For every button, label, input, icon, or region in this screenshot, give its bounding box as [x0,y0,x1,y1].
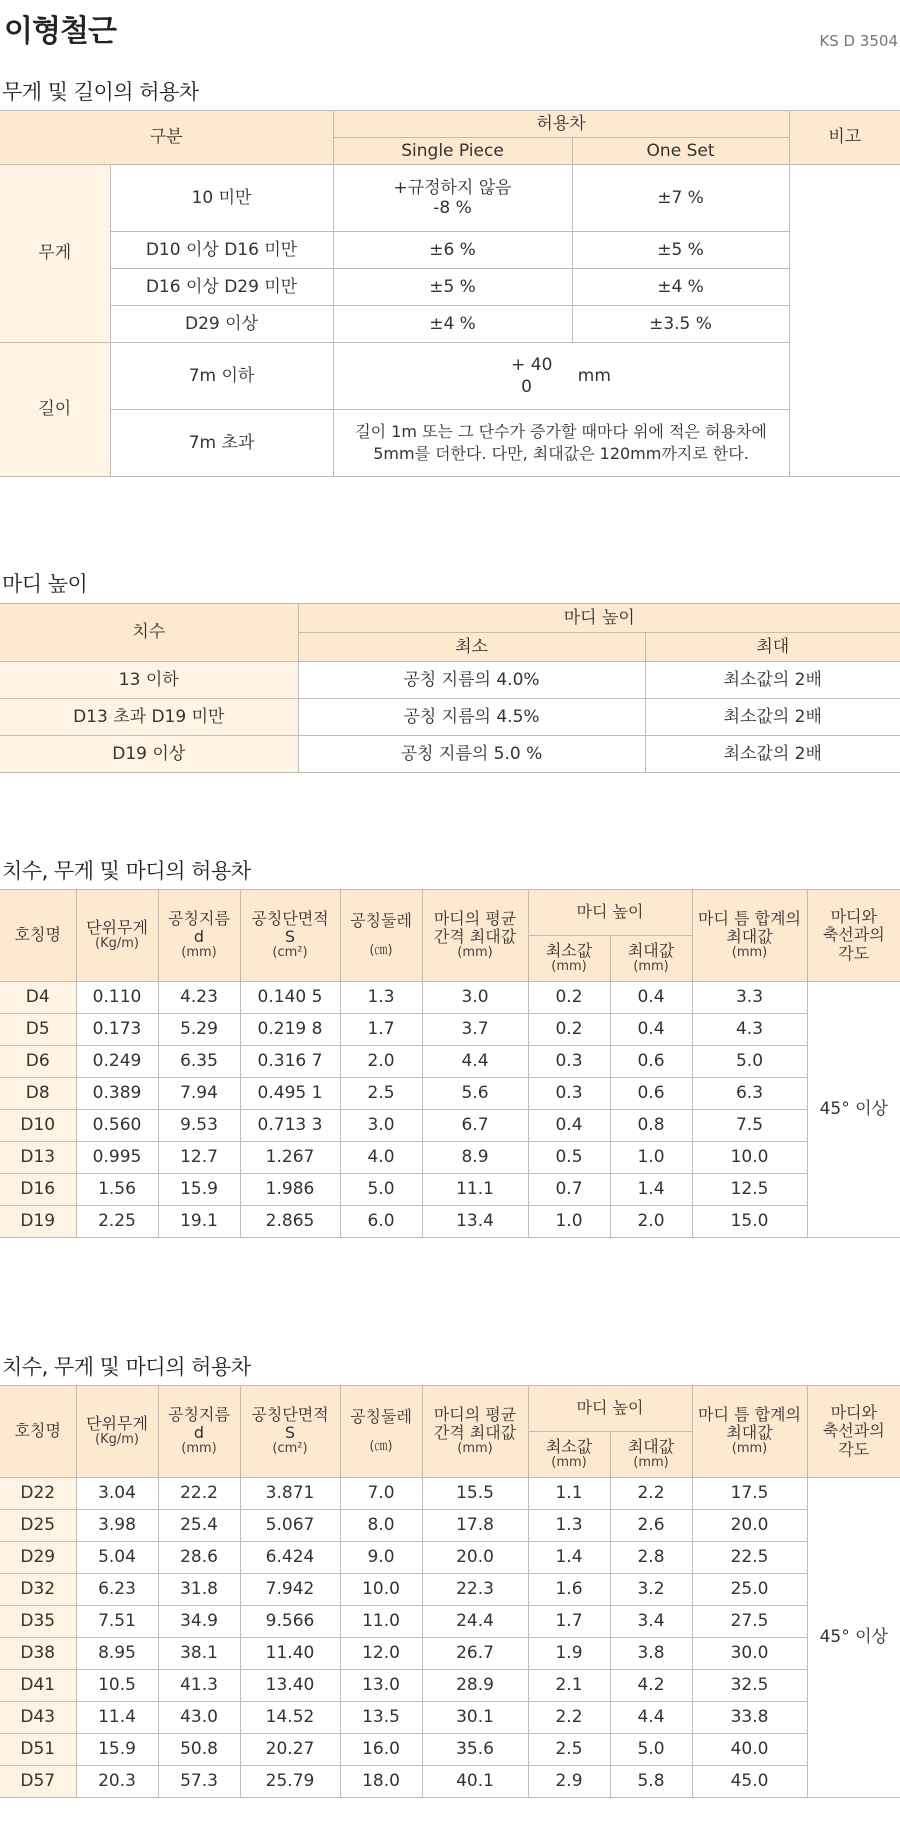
cell-weight: 0.249 [76,1046,158,1078]
header-text: (mm) [731,1441,768,1457]
header-text: 마디 높이 [576,1398,644,1418]
cell-spacing: 22.3 [422,1574,528,1606]
cell-hmax: 1.4 [610,1174,692,1206]
cell-spacing: 11.1 [422,1174,528,1206]
header-text: 공칭단면적 [251,1404,329,1424]
header-text: 축선과의 [822,925,885,945]
cell-name: D10 [0,1110,76,1142]
cell-gap: 22.5 [692,1542,807,1574]
header-text: (mm) [551,1455,587,1471]
header-text: 공칭단면적 [251,908,329,928]
cell-diameter: 12.7 [158,1142,240,1174]
cell-gap: 32.5 [692,1670,807,1702]
cell-hmax: 2.0 [610,1206,692,1238]
page-title: 이형철근 [4,14,116,49]
cell-perimeter: 6.0 [340,1206,422,1238]
cell-hmax: 0.8 [610,1110,692,1142]
cell-perimeter: 10.0 [340,1574,422,1606]
weight-oneset: ±5 % [572,232,789,269]
header-perimeter [340,890,422,982]
cell-diameter: 19.1 [158,1206,240,1238]
cell-hmax: 5.0 [610,1734,692,1766]
weight-oneset: ±3.5 % [572,306,789,343]
cell-spacing: 15.5 [422,1478,528,1510]
header-tolerance: 허용차 [333,111,789,138]
cell-diameter: 28.6 [158,1542,240,1574]
header-rib-min [528,1432,610,1478]
cell-area: 20.27 [240,1734,340,1766]
cell-spacing: 35.6 [422,1734,528,1766]
cell-gap: 40.0 [692,1734,807,1766]
rib-height-table [0,603,900,773]
header-text: 마디와 [830,1402,877,1422]
header-perimeter [340,1386,422,1478]
cell-spacing: 24.4 [422,1606,528,1638]
cell-spacing: 8.9 [422,1142,528,1174]
cell-name: D25 [0,1510,76,1542]
header-size: 치수 [0,604,298,662]
cell-name: D4 [0,982,76,1014]
cell-diameter: 31.8 [158,1574,240,1606]
header-text: (mm) [633,959,669,975]
cell-perimeter: 11.0 [340,1606,422,1638]
weight-size: D10 이상 D16 미만 [110,232,333,269]
cell-name: D13 [0,1142,76,1174]
cell-weight: 11.4 [76,1702,158,1734]
cell-gap: 25.0 [692,1574,807,1606]
header-text: 공칭둘레 [350,1406,412,1426]
cell-name: D16 [0,1174,76,1206]
cell-perimeter: 12.0 [340,1638,422,1670]
cell-hmin: 1.1 [528,1478,610,1510]
header-rib-spacing [422,1386,528,1478]
cell-gap: 17.5 [692,1478,807,1510]
rib-min: 공칭 지름의 5.0 % [298,736,645,773]
cell-weight: 5.04 [76,1542,158,1574]
cell-hmax: 2.6 [610,1510,692,1542]
cell-gap: 27.5 [692,1606,807,1638]
standard-code: KS D 3504 [819,32,898,50]
header-text: (mm) [551,959,587,975]
cell-diameter: 43.0 [158,1702,240,1734]
cell-perimeter: 5.0 [340,1174,422,1206]
weight-size: D16 이상 D29 미만 [110,269,333,306]
cell-weight: 2.25 [76,1206,158,1238]
section-title-dimensions-1: 치수, 무게 및 마디의 허용차 [2,859,251,883]
length-label: 길이 [0,343,110,477]
header-text: (Kg/m) [95,936,139,952]
header-name [0,890,76,982]
header-rib-max [610,1432,692,1478]
header-text: (mm) [731,945,768,961]
cell-hmin: 2.2 [528,1702,610,1734]
cell-hmax: 0.4 [610,982,692,1014]
weight-label: 무게 [0,165,110,343]
cell-spacing: 26.7 [422,1638,528,1670]
cell-gap: 7.5 [692,1110,807,1142]
cell-weight: 0.389 [76,1078,158,1110]
header-min: 최소 [298,633,645,662]
cell-hmax: 0.6 [610,1046,692,1078]
cell-spacing: 4.4 [422,1046,528,1078]
cell-spacing: 3.7 [422,1014,528,1046]
header-text: (mm) [633,1455,669,1471]
cell-hmax: 3.2 [610,1574,692,1606]
cell-spacing: 40.1 [422,1766,528,1798]
cell-hmax: 3.4 [610,1606,692,1638]
cell-gap: 4.3 [692,1014,807,1046]
header-text: 공칭지름 [168,1404,230,1424]
cell-area: 0.713 3 [240,1110,340,1142]
header-max: 최대 [645,633,900,662]
cell-area: 0.140 5 [240,982,340,1014]
note-cell [789,165,900,477]
length-size: 7m 초과 [110,410,333,477]
rib-max: 최소값의 2배 [645,736,900,773]
cell-gap: 3.3 [692,982,807,1014]
cell-weight: 0.173 [76,1014,158,1046]
cell-perimeter: 16.0 [340,1734,422,1766]
length-desc-line2: 5mm를 더한다. 다만, 최대값은 120mm까지로 한다. [373,444,749,463]
header-area [240,1386,340,1478]
cell-name: D29 [0,1542,76,1574]
weight-single-line2: -8 % [433,198,472,218]
header-text: (mm) [457,945,493,961]
header-unit-weight [76,1386,158,1478]
rib-max: 최소값의 2배 [645,699,900,736]
header-unit-weight [76,890,158,982]
cell-spacing: 30.1 [422,1702,528,1734]
header-rib-angle [807,1386,900,1478]
section-title-dimensions-2: 치수, 무게 및 마디의 허용차 [2,1355,251,1379]
length-tolerance [333,343,789,410]
header-text: 최소값 [545,940,593,960]
header-rib-spacing [422,890,528,982]
header-rib-height [528,1386,692,1432]
section-title-rib-height: 마디 높이 [2,572,88,596]
weight-single [333,165,572,232]
header-text: 축선과의 [822,1421,885,1441]
header-text: d [193,1423,205,1443]
header-text: 간격 최대값 [433,927,517,947]
header-rib-gap [692,1386,807,1478]
header-text: 간격 최대값 [433,1423,517,1443]
cell-hmin: 0.3 [528,1046,610,1078]
cell-area: 3.871 [240,1478,340,1510]
cell-hmax: 0.6 [610,1078,692,1110]
header-text: (㎝) [369,1439,393,1455]
cell-diameter: 15.9 [158,1174,240,1206]
cell-perimeter: 8.0 [340,1510,422,1542]
rib-min: 공칭 지름의 4.5% [298,699,645,736]
cell-name: D22 [0,1478,76,1510]
header-text: 마디 틈 합계의 [698,908,801,928]
cell-weight: 1.56 [76,1174,158,1206]
header-rib-min [528,936,610,982]
cell-hmin: 1.4 [528,1542,610,1574]
header-text: 공칭지름 [168,908,230,928]
header-text: 마디 틈 합계의 [698,1404,801,1424]
weight-length-tolerance-table [0,110,900,477]
cell-diameter: 50.8 [158,1734,240,1766]
cell-hmax: 5.8 [610,1766,692,1798]
cell-area: 11.40 [240,1638,340,1670]
header-text: (mm) [457,1441,493,1457]
cell-area: 25.79 [240,1766,340,1798]
cell-spacing: 17.8 [422,1510,528,1542]
cell-hmax: 2.8 [610,1542,692,1574]
cell-area: 0.316 7 [240,1046,340,1078]
cell-name: D6 [0,1046,76,1078]
cell-area: 2.865 [240,1206,340,1238]
cell-hmin: 1.0 [528,1206,610,1238]
cell-hmax: 1.0 [610,1142,692,1174]
cell-hmin: 0.3 [528,1078,610,1110]
header-text: 각도 [838,1439,870,1459]
header-category: 구분 [0,111,333,165]
cell-name: D43 [0,1702,76,1734]
header-text: d [193,927,205,947]
header-text: 최대값 [627,940,675,960]
cell-hmin: 1.9 [528,1638,610,1670]
cell-perimeter: 1.7 [340,1014,422,1046]
cell-spacing: 3.0 [422,982,528,1014]
header-text: 호칭명 [14,1421,61,1441]
header-text: 마디의 평균 [433,908,517,928]
cell-weight: 3.04 [76,1478,158,1510]
cell-diameter: 9.53 [158,1110,240,1142]
cell-hmax: 2.2 [610,1478,692,1510]
header-text: 마디 높이 [576,902,644,922]
header-text: S [284,927,296,947]
cell-name: D57 [0,1766,76,1798]
cell-hmin: 0.4 [528,1110,610,1142]
weight-oneset: ±4 % [572,269,789,306]
cell-perimeter: 1.3 [340,982,422,1014]
cell-hmax: 3.8 [610,1638,692,1670]
weight-single: ±6 % [333,232,572,269]
cell-diameter: 57.3 [158,1766,240,1798]
cell-weight: 0.995 [76,1142,158,1174]
cell-area: 0.219 8 [240,1014,340,1046]
header-text: 호칭명 [14,925,61,945]
header-text: 마디의 평균 [433,1404,517,1424]
cell-name: D41 [0,1670,76,1702]
header-rib-gap [692,890,807,982]
header-text: (Kg/m) [95,1432,139,1448]
cell-angle: 45° 이상 [807,982,900,1238]
cell-area: 5.067 [240,1510,340,1542]
cell-name: D51 [0,1734,76,1766]
cell-hmin: 2.5 [528,1734,610,1766]
weight-size: 10 미만 [110,165,333,232]
header-text: 공칭둘레 [350,910,412,930]
length-size: 7m 이하 [110,343,333,410]
header-text: 최대값 [627,1436,675,1456]
cell-perimeter: 18.0 [340,1766,422,1798]
cell-weight: 0.110 [76,982,158,1014]
cell-name: D5 [0,1014,76,1046]
cell-diameter: 22.2 [158,1478,240,1510]
cell-gap: 30.0 [692,1638,807,1670]
header-rib-angle [807,890,900,982]
weight-size: D29 이상 [110,306,333,343]
cell-hmin: 1.3 [528,1510,610,1542]
cell-perimeter: 7.0 [340,1478,422,1510]
header-diameter [158,890,240,982]
cell-weight: 15.9 [76,1734,158,1766]
cell-gap: 5.0 [692,1046,807,1078]
length-desc-line1: 길이 1m 또는 그 단수가 증가할 때마다 위에 적은 허용차에 [355,421,767,441]
cell-hmin: 0.2 [528,1014,610,1046]
cell-weight: 10.5 [76,1670,158,1702]
cell-hmin: 1.6 [528,1574,610,1606]
header-note: 비고 [789,111,900,165]
cell-perimeter: 2.0 [340,1046,422,1078]
cell-spacing: 6.7 [422,1110,528,1142]
cell-area: 0.495 1 [240,1078,340,1110]
cell-spacing: 28.9 [422,1670,528,1702]
header-single-piece: Single Piece [333,138,572,165]
cell-weight: 8.95 [76,1638,158,1670]
cell-name: D35 [0,1606,76,1638]
rib-size: 13 이하 [0,662,298,699]
cell-perimeter: 2.5 [340,1078,422,1110]
header-rib-height: 마디 높이 [298,604,900,633]
cell-hmin: 0.2 [528,982,610,1014]
dimension-table-large [0,1385,900,1798]
cell-hmin: 0.7 [528,1174,610,1206]
header-text: S [284,1423,296,1443]
header-text: (cm²) [272,1441,308,1457]
cell-perimeter: 9.0 [340,1542,422,1574]
header-text: 최대값 [726,1423,773,1443]
rib-size: D13 초과 D19 미만 [0,699,298,736]
header-text: 단위무게 [86,917,148,937]
weight-oneset: ±7 % [572,165,789,232]
cell-area: 6.424 [240,1542,340,1574]
cell-hmax: 0.4 [610,1014,692,1046]
header-text: 단위무게 [86,1413,148,1433]
cell-angle: 45° 이상 [807,1478,900,1798]
cell-area: 13.40 [240,1670,340,1702]
header-name [0,1386,76,1478]
cell-hmin: 1.7 [528,1606,610,1638]
cell-hmin: 2.9 [528,1766,610,1798]
rib-min: 공칭 지름의 4.0% [298,662,645,699]
cell-hmax: 4.2 [610,1670,692,1702]
cell-area: 7.942 [240,1574,340,1606]
cell-gap: 20.0 [692,1510,807,1542]
cell-name: D32 [0,1574,76,1606]
header-text: 최대값 [726,927,773,947]
cell-spacing: 5.6 [422,1078,528,1110]
weight-single: ±5 % [333,269,572,306]
cell-name: D38 [0,1638,76,1670]
header-text: 각도 [838,943,870,963]
length-tolerance [333,410,789,477]
cell-weight: 6.23 [76,1574,158,1606]
cell-area: 1.986 [240,1174,340,1206]
cell-gap: 15.0 [692,1206,807,1238]
header-rib-height [528,890,692,936]
weight-single-line1: +규정하지 않음 [393,177,512,198]
weight-single: ±4 % [333,306,572,343]
header-text: (mm) [181,945,217,961]
cell-name: D19 [0,1206,76,1238]
cell-diameter: 6.35 [158,1046,240,1078]
cell-diameter: 7.94 [158,1078,240,1110]
cell-area: 9.566 [240,1606,340,1638]
header-text: (㎝) [369,943,393,959]
length-tol-plus: + 40 [511,354,553,375]
cell-diameter: 34.9 [158,1606,240,1638]
cell-weight: 20.3 [76,1766,158,1798]
header-text: (mm) [181,1441,217,1457]
cell-diameter: 25.4 [158,1510,240,1542]
length-tol-unit: mm [577,366,611,386]
cell-gap: 6.3 [692,1078,807,1110]
cell-perimeter: 13.0 [340,1670,422,1702]
cell-name: D8 [0,1078,76,1110]
cell-diameter: 4.23 [158,982,240,1014]
rib-max: 최소값의 2배 [645,662,900,699]
header-text: (cm²) [272,945,308,961]
rib-size: D19 이상 [0,736,298,773]
cell-weight: 3.98 [76,1510,158,1542]
cell-hmax: 4.4 [610,1702,692,1734]
cell-perimeter: 4.0 [340,1142,422,1174]
cell-weight: 0.560 [76,1110,158,1142]
header-text: 최소값 [545,1436,593,1456]
cell-gap: 33.8 [692,1702,807,1734]
header-area [240,890,340,982]
cell-hmin: 2.1 [528,1670,610,1702]
cell-spacing: 13.4 [422,1206,528,1238]
cell-gap: 45.0 [692,1766,807,1798]
dimension-table-small [0,889,900,1238]
cell-diameter: 5.29 [158,1014,240,1046]
header-diameter [158,1386,240,1478]
cell-hmin: 0.5 [528,1142,610,1174]
cell-gap: 12.5 [692,1174,807,1206]
cell-perimeter: 13.5 [340,1702,422,1734]
header-one-set: One Set [572,138,789,165]
cell-diameter: 41.3 [158,1670,240,1702]
section-title-weight-length: 무게 및 길이의 허용차 [2,80,199,104]
cell-perimeter: 3.0 [340,1110,422,1142]
cell-diameter: 38.1 [158,1638,240,1670]
cell-weight: 7.51 [76,1606,158,1638]
cell-spacing: 20.0 [422,1542,528,1574]
length-tol-zero: 0 [521,377,532,397]
header-rib-max [610,936,692,982]
cell-area: 14.52 [240,1702,340,1734]
cell-gap: 10.0 [692,1142,807,1174]
cell-area: 1.267 [240,1142,340,1174]
header-text: 마디와 [830,906,877,926]
